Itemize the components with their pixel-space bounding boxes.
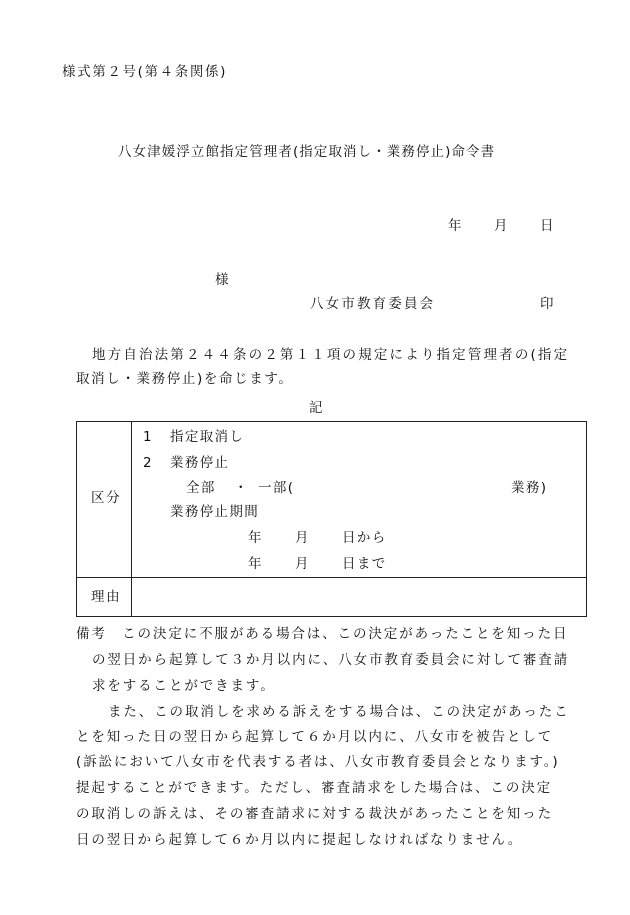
kubun-label: 区分 — [91, 490, 122, 506]
item-2-number: 2 — [143, 455, 152, 471]
period-from-year: 年 — [248, 530, 262, 546]
remarks-line: の取消しの訴えは、その審査請求に対する裁決があったことを知った — [76, 806, 553, 822]
remarks-line: 提起することができます。ただし、審査請求をした場合は、この決定 — [76, 780, 553, 796]
seal-mark: 印 — [540, 296, 554, 312]
document-title: 八女津媛浮立館指定管理者(指定取消し・業務停止)命令書 — [118, 144, 496, 160]
scope-separator: ・ — [234, 480, 248, 496]
remarks-line: 日の翌日から起算して６か月以内に提起しなければなりません。 — [76, 832, 524, 848]
period-from-month: 月 — [295, 530, 309, 546]
order-details-table — [76, 421, 587, 617]
body-text-line-1: 地方自治法第２４４条の２第１１項の規定により指定管理者の(指定 — [92, 347, 570, 363]
form-number: 様式第２号(第４条関係) — [62, 64, 227, 80]
period-from-day: 日から — [342, 530, 387, 546]
scope-partial-option: 一部( — [258, 480, 295, 496]
remarks-line: とを知った日の翌日から起算して６か月以内に、八女市を被告として — [76, 729, 554, 745]
suspension-period-label: 業務停止期間 — [170, 504, 260, 520]
period-to-year: 年 — [248, 556, 262, 572]
riyuu-label: 理由 — [91, 589, 122, 605]
scope-all-option: 全部 — [186, 480, 216, 496]
remarks-line: 備考 この決定に不服がある場合は、この決定があったことを知った日 — [76, 626, 569, 642]
period-to-month: 月 — [295, 556, 309, 572]
date-month-label: 月 — [494, 218, 508, 234]
item-1-number: 1 — [143, 429, 152, 445]
ki-heading: 記 — [309, 400, 323, 416]
item-1-label: 指定取消し — [170, 429, 245, 445]
date-day-label: 日 — [540, 218, 554, 234]
issuer-name: 八女市教育委員会 — [310, 296, 436, 312]
remarks-line: 求をすることができます。 — [92, 678, 276, 694]
scope-partial-suffix: 業務) — [511, 480, 548, 496]
period-to-day: 日まで — [342, 556, 387, 572]
body-text-line-2: 取消し・業務停止)を命じます。 — [76, 371, 294, 387]
addressee-honorific: 様 — [215, 272, 229, 288]
remarks-line: (訴訟において八女市を代表する者は、八女市教育委員会となります。) — [76, 754, 560, 770]
table-row-divider — [77, 577, 586, 578]
item-2-label: 業務停止 — [170, 455, 230, 471]
table-column-divider — [131, 422, 132, 616]
remarks-line: また、この取消しを求める訴えをする場合は、この決定があったこ — [108, 704, 570, 720]
date-year-label: 年 — [448, 218, 462, 234]
remarks-line: の翌日から起算して３か月以内に、八女市教育委員会に対して審査請 — [92, 652, 570, 668]
